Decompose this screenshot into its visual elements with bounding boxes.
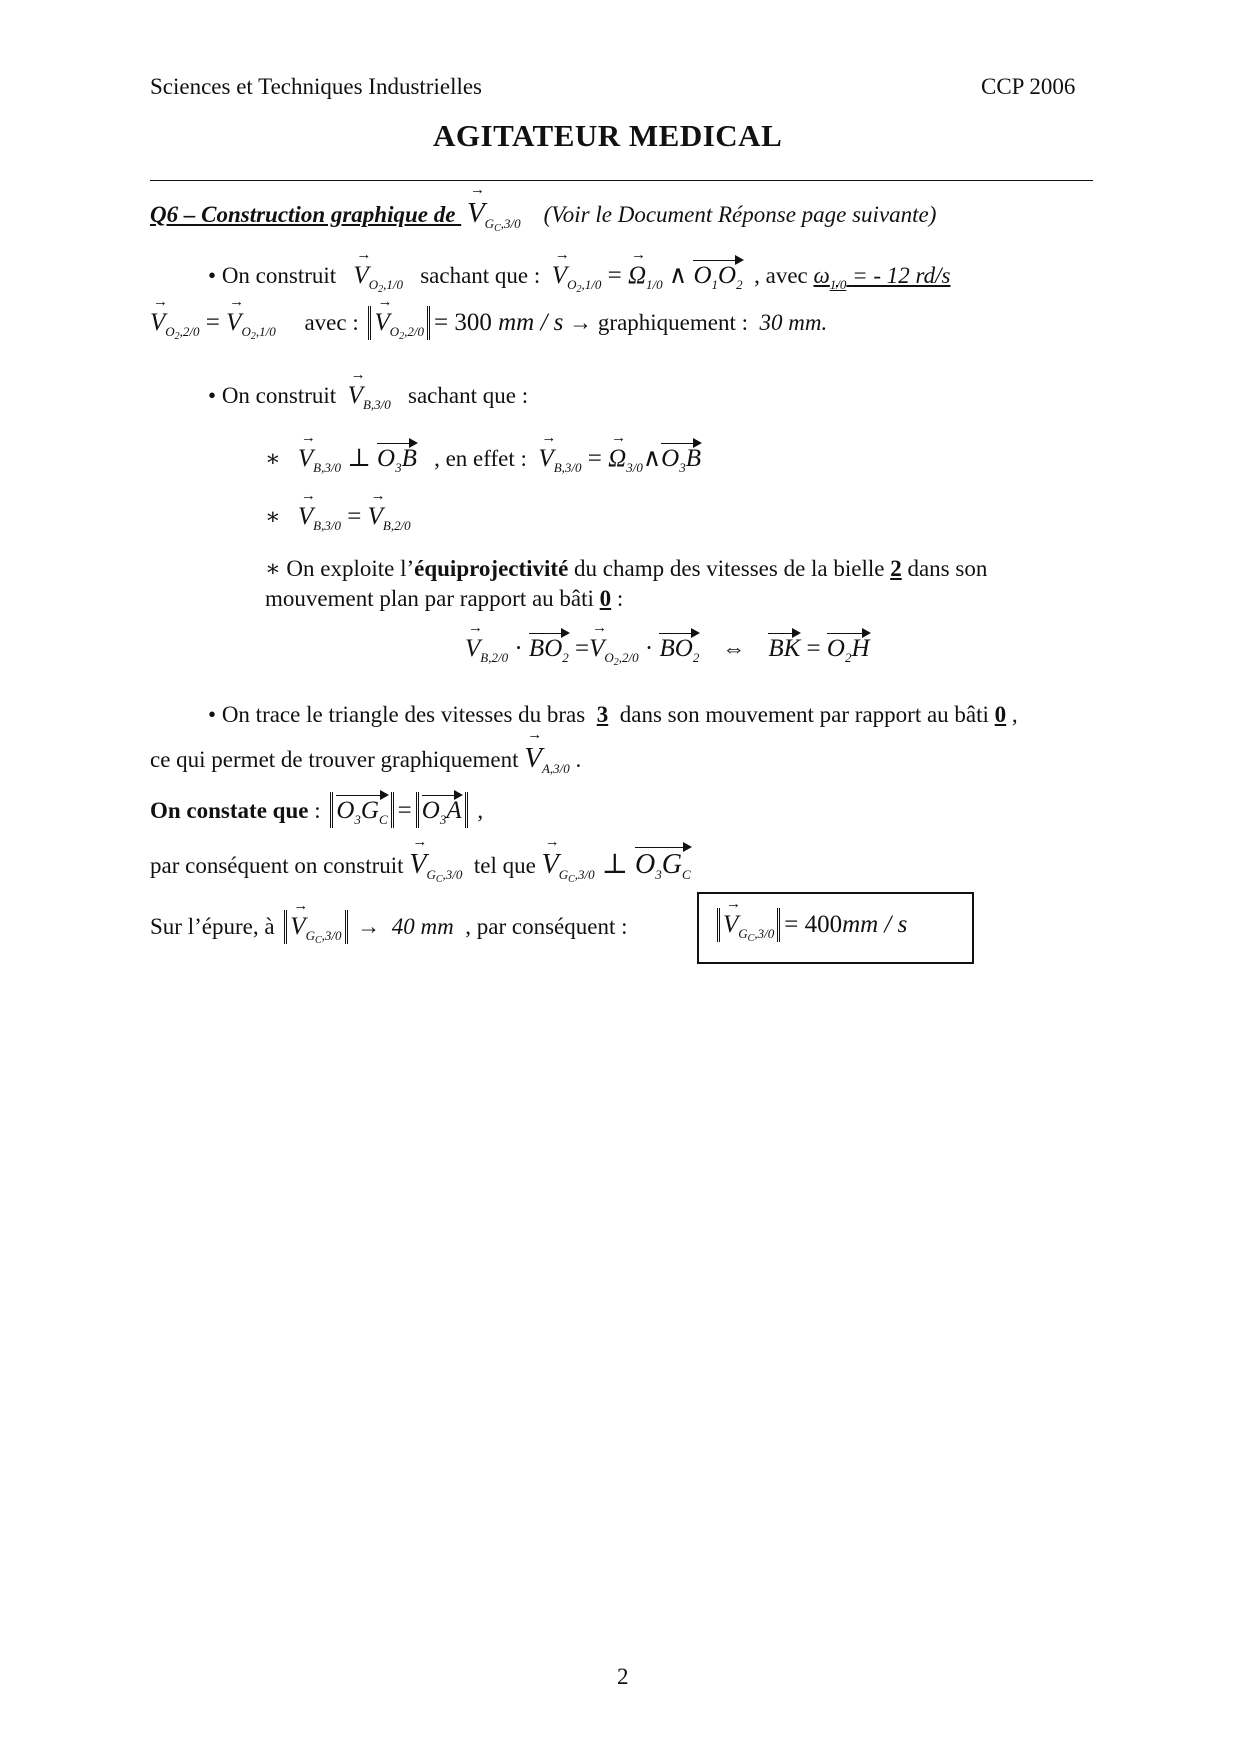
p1-sachant-que: sachant que :	[420, 263, 541, 288]
p2-en-effet-eq: → $V_{B,3/0}$ = → $\Omega_{3/0}\wedge O_3B$	[538, 445, 701, 472]
p1-equation: → $V_{O_2,1/0}$ = → $\Omega_{1/0}$ ∧ $O_1O_2$	[552, 262, 743, 289]
result-formula: → $V_{G_C,3/0} = 400mm / s$	[713, 908, 907, 942]
constat-line: On constate que : $O_3G_C = O_3A$ ,	[150, 792, 483, 828]
constat-eq: $O_3G_C = O_3A$	[326, 797, 471, 824]
page-number: 2	[617, 1664, 629, 1689]
p1-vector-equality: → $V_{O_2,2/0}$ = → $V_{O_2,1/0}$	[150, 309, 276, 336]
header-left: Sciences et Techniques Industrielles	[150, 74, 483, 99]
p2-equiprojectivity-eq: → $V_{B,2/0} \cdot BO_2 =\to V_{O_2,2/0} \cdot BO_2$ ⇔ BK = $O_2H$	[465, 633, 870, 663]
epure-line: Sur l’épure, à → $V_{G_C,3/0} \to 40$ mm , par conséquent :	[150, 910, 627, 944]
bras-number: 3	[596, 702, 609, 727]
p2-perp: → $V_{B,3/0}$ ⊥ $O_3B$	[298, 445, 417, 472]
equiprojectivite: équiprojectivité	[414, 556, 569, 581]
constat-label: On constate que	[150, 798, 309, 823]
p3-line2: ce qui permet de trouver graphiquement → $V_{A,3/0}$ .	[150, 742, 581, 775]
page-title: AGITATEUR MEDICAL	[433, 118, 783, 153]
p1-graph-value: 30 mm.	[759, 310, 828, 335]
p1-vector-vo2-10: → $V_{O_2,1/0}$	[353, 262, 403, 289]
p2-item3-line2: mouvement plan par rapport au bâti 0 :	[265, 586, 624, 611]
p2-item3-line1: ∗ On exploite l’équiprojectivité du champ des vitesses de la bielle 2 dans son	[265, 556, 988, 581]
epure-value: 40 mm	[391, 914, 454, 939]
header-right: CCP 2006	[981, 74, 1076, 99]
p1-on-construit: On construit	[221, 263, 337, 288]
p3-line1: • On trace le triangle des vitesses du bras 3 dans son mouvement par rapport au bâti 0 ,	[208, 702, 1018, 727]
p2-sachant-que: sachant que :	[408, 383, 529, 408]
consequent-perp: → $V_{G_C,3/0}$ ⊥ $O_3G_C$	[542, 849, 691, 880]
p3-vector-va30: → $V_{A,3/0}$	[524, 742, 570, 774]
title-rule	[150, 180, 1093, 181]
q6-vector: → $V_{G_C,3/0}$	[467, 197, 521, 229]
result-value: = 400	[784, 911, 843, 938]
p2-on-construit: On construit	[221, 383, 337, 408]
equiv-symbol: ⇔	[722, 636, 746, 661]
consequent-line: par conséquent on construit → $V_{G_C,3/0}$ tel que → $V_{G_C,3/0}$ ⊥ $O_3G_C$	[150, 847, 691, 881]
q6-heading-line	[150, 197, 937, 234]
p1-norm-speed: → $V_{O_2,2/0} = 300$ mm / s	[364, 309, 563, 336]
p1-avec2: avec :	[304, 310, 359, 335]
q6-heading: Q6 – Construction graphique de	[150, 202, 456, 227]
p2-item1: ∗ → $V_{B,3/0}$ ⊥ $O_3B$ , en effet : → $V_{B,3/0}$ = → $\Omega_{3/0}\wedge O_3B$	[265, 443, 701, 473]
p2-line1: • On construit → $V_{B,3/0}$ sachant que :	[208, 382, 528, 410]
p1-omega: $\omega_{1/0}$ = - 12 rd/s	[813, 263, 951, 292]
p2-item2: ∗ → $V_{B,3/0}$ = → $V_{B,2/0}$	[265, 503, 411, 531]
p1-line1: • On construit → $V_{O_2,1/0}$ sachant que : → $V_{O_2,1/0}$ = → $\Omega_{1/0}$ ∧ $O_1O_2$ , avec $\omega_{1/0}$ = - 12 rd/s	[208, 260, 951, 290]
epure-norm: → $V_{G_C,3/0}$	[280, 913, 351, 940]
p2-vector-vb30: → $V_{B,3/0}$	[348, 382, 391, 409]
p1-graph-label: graphiquement :	[597, 310, 749, 335]
p1-avec: , avec	[754, 263, 808, 288]
p2-vb-equality: → $V_{B,3/0}$ = → $V_{B,2/0}$	[298, 503, 411, 530]
result-unit: mm / s	[842, 911, 908, 938]
p2-en-effet: , en effet :	[434, 446, 527, 471]
p1-line2: → $V_{O_2,2/0}$ = → $V_{O_2,1/0}$ avec : → $V_{O_2,2/0} = 300$ mm / s → graphiquement : 30 mm.	[150, 306, 827, 340]
bk-o2h-eq: BK = $O_2H$	[768, 635, 870, 665]
consequent-vector: → $V_{G_C,3/0}$	[409, 849, 462, 880]
q6-note: (Voir le Document Réponse page suivante)	[543, 202, 937, 227]
